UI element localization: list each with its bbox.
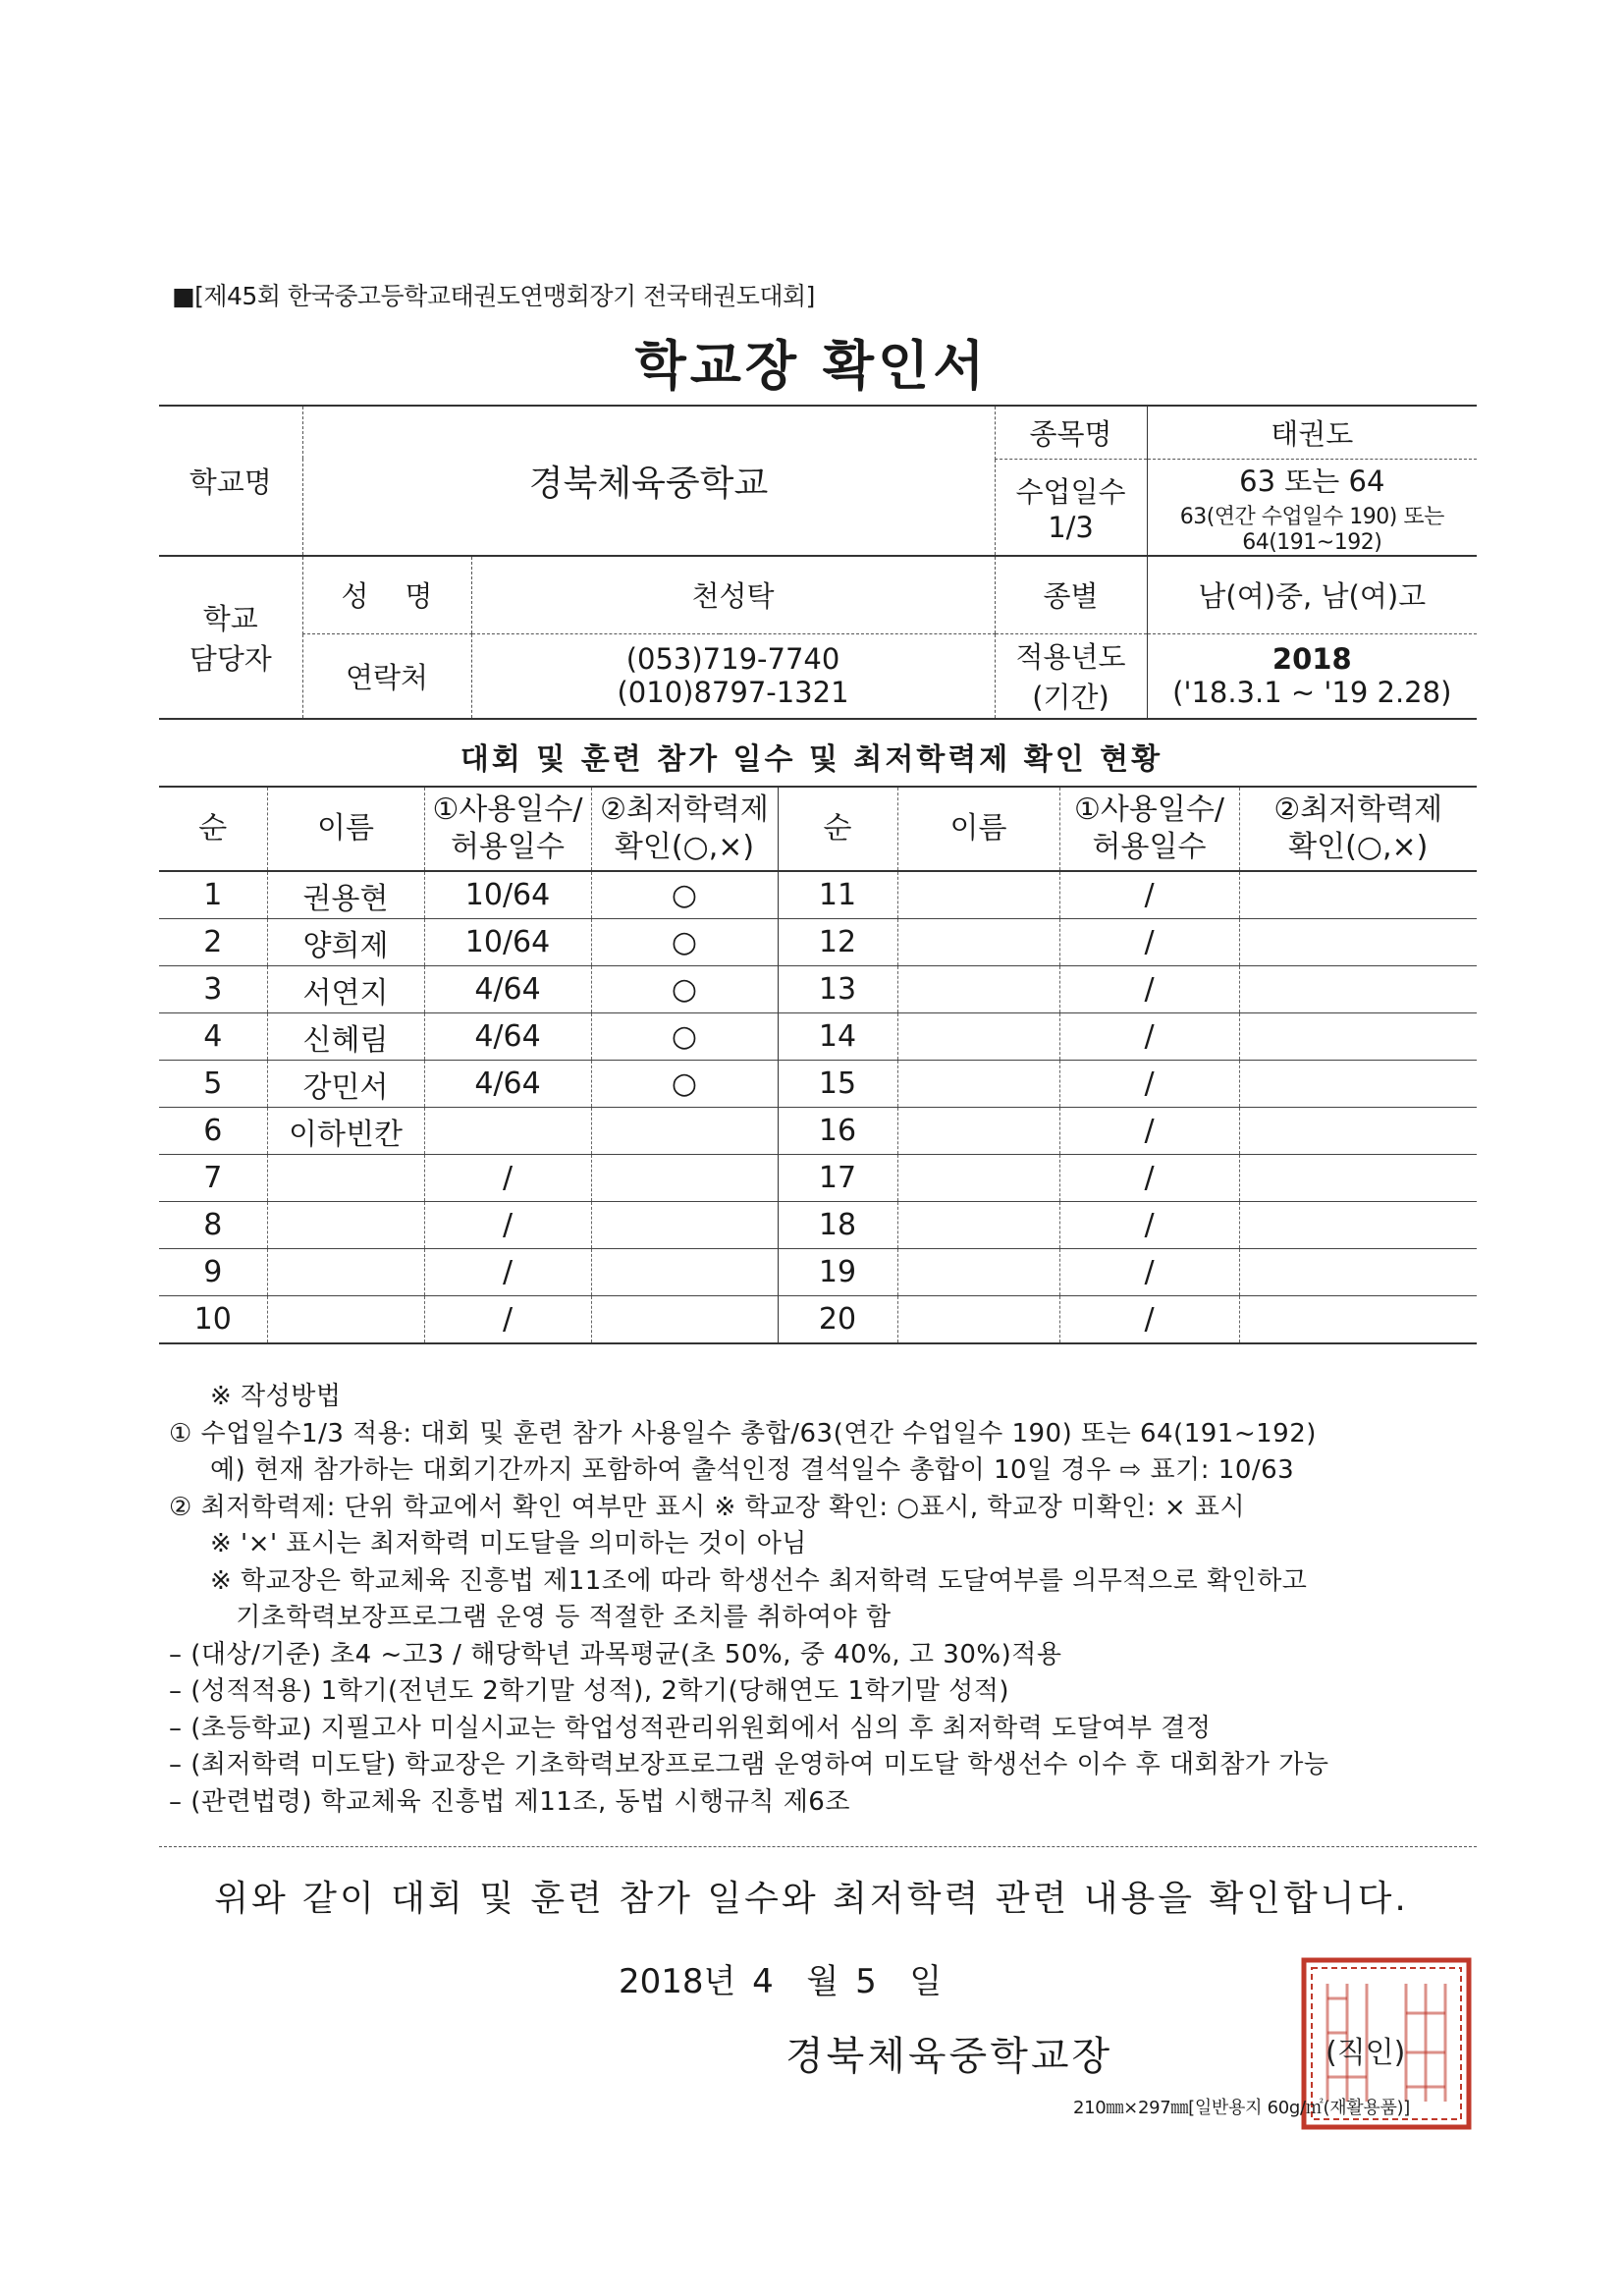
school-name: 경북체육중학교 <box>302 406 995 556</box>
seq-cell: 6 <box>159 1108 267 1155</box>
days-cell: / <box>1059 871 1239 919</box>
seq-cell: 12 <box>778 919 897 966</box>
seq-cell: 10 <box>159 1296 267 1344</box>
seq-cell: 19 <box>778 1249 897 1296</box>
year-label-1: 적용년도 <box>1015 640 1126 675</box>
name-cell: 양희제 <box>267 919 424 966</box>
header-check-right <box>1239 787 1477 871</box>
type-value: 남(여)중, 남(여)고 <box>1147 556 1477 634</box>
info-table <box>159 405 1477 720</box>
header-check-1: ②최저학력제 <box>600 793 769 827</box>
seq-cell: 9 <box>159 1249 267 1296</box>
header-check-1: ②최저학력제 <box>1273 793 1443 827</box>
seq-cell: 4 <box>159 1013 267 1061</box>
table-row <box>159 871 1477 919</box>
phone-1: (053)719-7740 <box>625 642 840 677</box>
check-cell <box>1239 1061 1477 1108</box>
page-title: 학교장 확인서 <box>634 335 989 397</box>
contact-label-2: 담당자 <box>189 641 272 676</box>
seq-cell: 8 <box>159 1202 267 1249</box>
days-cell: / <box>424 1296 591 1344</box>
name-cell <box>897 1155 1059 1202</box>
table-row <box>159 1249 1477 1296</box>
seq-cell: 14 <box>778 1013 897 1061</box>
name-cell: 신혜림 <box>267 1013 424 1061</box>
header-check-2: 확인(○,×) <box>614 830 755 864</box>
days-label <box>995 459 1147 556</box>
header-days-2: 허용일수 <box>1092 830 1207 864</box>
table-row <box>159 1202 1477 1249</box>
days-label-2: 1/3 <box>1048 510 1094 544</box>
header-seq: 순 <box>159 787 267 871</box>
name-cell: 서연지 <box>267 966 424 1013</box>
name-cell <box>267 1155 424 1202</box>
seq-cell: 16 <box>778 1108 897 1155</box>
header-name: 이름 <box>267 787 424 871</box>
table-row <box>159 919 1477 966</box>
days-label-1: 수업일수 <box>1015 474 1126 509</box>
year-label-2: (기간) <box>1032 681 1109 715</box>
days-value-1: 63 또는 64 <box>1239 464 1385 498</box>
table-row <box>159 1296 1477 1344</box>
check-cell: ○ <box>591 1013 778 1061</box>
days-cell: / <box>1059 1155 1239 1202</box>
check-cell: ○ <box>591 919 778 966</box>
seq-cell: 3 <box>159 966 267 1013</box>
check-cell <box>591 1108 778 1155</box>
seq-cell: 7 <box>159 1155 267 1202</box>
days-cell: 4/64 <box>424 1061 591 1108</box>
confirm-statement: 위와 같이 대회 및 훈련 참가 일수와 최저학력 관련 내용을 확인합니다. <box>214 1879 1409 1919</box>
note-item: 예) 현재 참가하는 대회기간까지 포함하여 출석인정 결석일수 총합이 10일 경우 ⇨ 표기: 10/63 <box>210 1455 1295 1485</box>
name-cell: 이하빈칸 <box>267 1108 424 1155</box>
writing-notes <box>169 1379 1328 1821</box>
roster-table <box>159 786 1477 1344</box>
event-label: 종목명 <box>995 406 1147 459</box>
event-value: 태권도 <box>1147 406 1477 459</box>
table-row <box>159 1108 1477 1155</box>
check-cell <box>591 1202 778 1249</box>
name-cell <box>267 1202 424 1249</box>
seq-cell: 20 <box>778 1296 897 1344</box>
header-check-2: 확인(○,×) <box>1288 830 1429 864</box>
phone-2: (010)8797-1321 <box>617 676 849 710</box>
days-value <box>1147 459 1477 556</box>
note-item: – (대상/기준) 초4 ~고3 / 해당학년 과목평균(초 50%, 중 40%, 고 30%)적용 <box>169 1639 1062 1669</box>
school-label: 학교명 <box>159 406 302 556</box>
name-cell <box>897 1108 1059 1155</box>
year-label <box>995 634 1147 719</box>
days-cell: / <box>1059 919 1239 966</box>
check-cell <box>1239 1108 1477 1155</box>
days-cell <box>424 1108 591 1155</box>
check-cell <box>1239 871 1477 919</box>
header-line: ■[제45회 한국중고등학교태권도연맹회장기 전국태권도대회] <box>172 282 815 310</box>
seq-cell: 18 <box>778 1202 897 1249</box>
note-item: ② 최저학력제: 단위 학교에서 확인 여부만 표시 ※ 학교장 확인: ○표시, 학교장 미확인: × 표시 <box>169 1492 1246 1522</box>
header-check <box>591 787 778 871</box>
seq-cell: 1 <box>159 871 267 919</box>
seal-text: (직인) <box>1325 2036 1406 2070</box>
contact-label <box>159 556 302 719</box>
table-row <box>159 966 1477 1013</box>
seq-cell: 2 <box>159 919 267 966</box>
type-label: 종별 <box>995 556 1147 634</box>
check-cell: ○ <box>591 1061 778 1108</box>
days-cell: 4/64 <box>424 1013 591 1061</box>
name-cell: 권용현 <box>267 871 424 919</box>
phone-values <box>471 634 995 719</box>
name-value: 천성탁 <box>471 556 995 634</box>
header-seq-right: 순 <box>778 787 897 871</box>
seq-cell: 17 <box>778 1155 897 1202</box>
name-cell <box>267 1296 424 1344</box>
days-cell: / <box>1059 1296 1239 1344</box>
name-label: 성 명 <box>302 556 471 634</box>
check-cell: ○ <box>591 966 778 1013</box>
check-cell <box>1239 966 1477 1013</box>
check-cell <box>1239 1296 1477 1344</box>
name-cell <box>267 1249 424 1296</box>
name-cell <box>897 871 1059 919</box>
days-cell: / <box>424 1155 591 1202</box>
table-row <box>159 1013 1477 1061</box>
phone-label: 연락처 <box>302 634 471 719</box>
signer-name: 경북체육중학교장 <box>785 2034 1113 2079</box>
name-cell <box>897 966 1059 1013</box>
days-cell: / <box>1059 1061 1239 1108</box>
check-cell <box>1239 919 1477 966</box>
days-cell: / <box>1059 966 1239 1013</box>
seq-cell: 13 <box>778 966 897 1013</box>
name-cell <box>897 1061 1059 1108</box>
header-days-1: ①사용일수/ <box>1074 793 1224 827</box>
table-row <box>159 1061 1477 1108</box>
days-cell: 10/64 <box>424 871 591 919</box>
check-cell: ○ <box>591 871 778 919</box>
header-name-right: 이름 <box>897 787 1059 871</box>
divider <box>159 1846 1477 1847</box>
seq-cell: 5 <box>159 1061 267 1108</box>
name-cell <box>897 1013 1059 1061</box>
days-cell: 4/64 <box>424 966 591 1013</box>
days-cell: / <box>1059 1108 1239 1155</box>
period-value: ('18.3.1 ~ '19 2.28) <box>1172 676 1452 710</box>
note-item: – (최저학력 미도달) 학교장은 기초학력보장프로그램 운영하여 미도달 학생선수 이수 후 대회참가 가능 <box>169 1750 1329 1779</box>
days-cell: 10/64 <box>424 919 591 966</box>
table-row <box>159 1155 1477 1202</box>
note-item: ※ 학교장은 학교체육 진흥법 제11조에 따라 학생선수 최저학력 도달여부를 의무적으로 확인하고 <box>210 1565 1308 1596</box>
roster-subtitle: 대회 및 훈련 참가 일수 및 최저학력제 확인 현황 <box>460 742 1163 777</box>
check-cell <box>1239 1013 1477 1061</box>
check-cell <box>591 1296 778 1344</box>
note-item: ① 수업일수1/3 적용: 대회 및 훈련 참가 사용일수 총합/63(연간 수업일수 190) 또는 64(191~192) <box>169 1418 1317 1449</box>
check-cell <box>591 1249 778 1296</box>
days-cell: / <box>1059 1013 1239 1061</box>
seq-cell: 15 <box>778 1061 897 1108</box>
note-item: – (관련법령) 학교체육 진흥법 제11조, 동법 시행규칙 제6조 <box>169 1786 850 1817</box>
check-cell <box>1239 1155 1477 1202</box>
name-cell <box>897 1202 1059 1249</box>
name-cell: 강민서 <box>267 1061 424 1108</box>
name-cell <box>897 1249 1059 1296</box>
days-cell: / <box>1059 1202 1239 1249</box>
header-days <box>424 787 591 871</box>
days-cell: / <box>1059 1249 1239 1296</box>
check-cell <box>1239 1249 1477 1296</box>
header-days-2: 허용일수 <box>451 830 565 864</box>
seq-cell: 11 <box>778 871 897 919</box>
contact-label-1: 학교 <box>202 601 258 635</box>
name-cell <box>897 919 1059 966</box>
days-value-2: 63(연간 수업일수 190) 또는 64(191~192) <box>1179 504 1444 555</box>
name-cell <box>897 1296 1059 1344</box>
note-item: 기초학력보장프로그램 운영 등 적절한 조치를 취하여야 함 <box>210 1603 892 1632</box>
year-values <box>1147 634 1477 719</box>
paper-spec-footer: 210㎜×297㎜[일반용지 60g/㎡(재활용품)] <box>1073 2098 1411 2118</box>
check-cell <box>1239 1202 1477 1249</box>
header-days-1: ①사용일수/ <box>432 793 583 827</box>
header-days-right <box>1059 787 1239 871</box>
issue-date: 2018년 4 월 5 일 <box>619 1962 943 2001</box>
note-item: – (성적적용) 1학기(전년도 2학기말 성적), 2학기(당해연도 1학기말 성적) <box>169 1676 1010 1706</box>
check-cell <box>591 1155 778 1202</box>
days-cell: / <box>424 1202 591 1249</box>
note-item: ※ '×' 표시는 최저학력 미도달을 의미하는 것이 아님 <box>210 1529 807 1558</box>
notes-heading: ※ 작성방법 <box>210 1382 342 1411</box>
year-value: 2018 <box>1271 642 1352 677</box>
note-item: – (초등학교) 지필고사 미실시교는 학업성적관리위원회에서 심의 후 최저학력 도달여부 결정 <box>169 1713 1212 1743</box>
roster-header-row <box>159 787 1477 871</box>
days-cell: / <box>424 1249 591 1296</box>
